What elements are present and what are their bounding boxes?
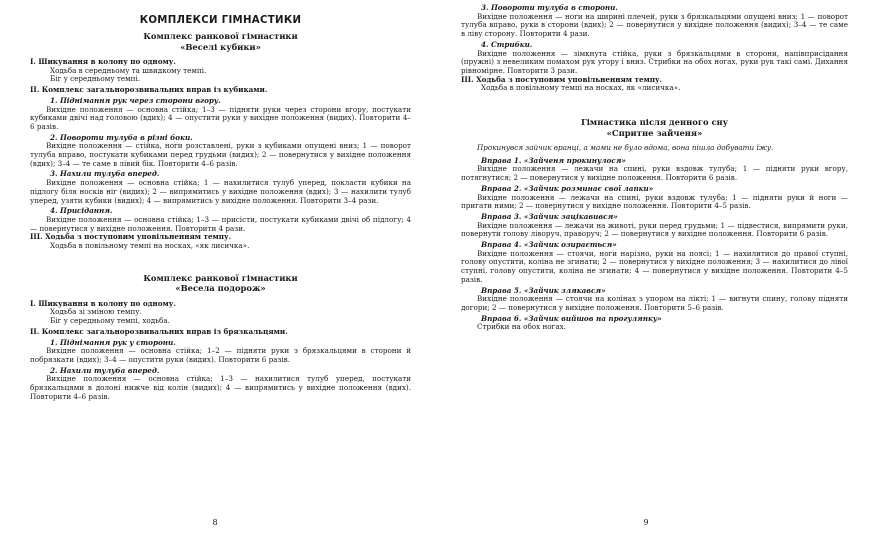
complex3-ex3-text: Вихідне положення — лежачи на животі, руки перед грудьми; 1 — підвестися, випрямити руки, повернути голову ліворуч, праворуч; 2 — повернутися у вихідне положення. Повторити 6 разів. xyxy=(461,220,848,239)
complex3-subtitle: «Спритне зайченя» xyxy=(606,127,703,138)
complex2-part3-text: Ходьба в повільному темпі на носках, як «лисичка». xyxy=(481,83,681,93)
complex2-ex1-title: 1. Піднімання рук у сторони. xyxy=(50,337,176,347)
complex1-ex3-text: Вихідне положення — основна стійка; 1 — нахилитися тулуб уперед, покласти кубики на підлогу біля носків ніг (видих); 2 — випрямитись у вихідне положення (вдих); 3 — нахилити тулуб уперед, узяти кубики (видих); 4 — випрямитись у вихідне положення. Повторити 3–4 рази. xyxy=(30,178,411,205)
complex2-ex1-text: Вихідне положення — основна стійка; 1–2 — підняти руки з брязкальцями в сторони й побрязкати (вдих); 3–4 — опустити руки (видих). Повторити 6 разів. xyxy=(30,346,411,364)
complex2-subtitle: «Весела подорож» xyxy=(175,283,266,294)
complex1-ex4-text: Вихідне положення — основна стійка; 1–3 — присісти, постукати кубиками двічі об підлогу; 4 — повернутися у вихідне положення. Повторити 4 рази. xyxy=(30,214,411,233)
complex3-intro: Прокинувся зайчик вранці, а мами не було вдома, вона пішла добувати їжу. xyxy=(477,143,774,153)
complex3-ex5-title: Вправа 5. «Зайчик злякався» xyxy=(481,285,606,295)
complex1-part3-title: III. Ходьба з поступовим уповільненням темпу. xyxy=(30,232,232,242)
complex1-subtitle: «Веселі кубики» xyxy=(180,41,261,52)
complex2-ex2-title: 2. Нахили тулуба вперед. xyxy=(50,365,160,375)
complex1-ex2-title: 2. Повороти тулуба в різні боки. xyxy=(50,132,193,142)
complex1-ex1-text: Вихідне положення — основна стійка; 1–3 — підняти руки через сторони вгору, постукати кубиками двічі над головою (вдих); 4 — опустити руки у вихідне положення (видих). Повторити 4–6 разів. xyxy=(30,104,411,131)
complex2-part1-line: Біг у середньому темпі, ходьба. xyxy=(50,316,170,326)
complex3-ex2-text: Вихідне положення — лежачи на спині, руки вздовж тулуба; 1 — підняти руки й ноги — пригати ними; 2 — повернутися у вихідне положення. Повторити 4–5 разів. xyxy=(461,192,848,211)
complex1-ex1-title: 1. Піднімання рук через сторони вгору. xyxy=(50,95,221,105)
complex2-ex4-text: Вихідне положення — зімкнута стійка, руки з брязкальцями в сторони, напівприсідання (пружні) з невеликим помахом рук угору і вниз. Стрибки на обох ногах, руки рук такі самі. Дихання рівномірне. Повторити 3 рази. xyxy=(461,48,848,75)
complex1-part2-title: II. Комплекс загальнорозвивальних вправ із кубиками. xyxy=(30,85,268,95)
complex2-title: Комплекс ранкової гімнастики xyxy=(143,272,298,283)
complex1-part1-line: Ходьба в середньому та швидкому темпі. xyxy=(50,65,207,75)
complex3-ex1-text: Вихідне положення — лежачи на спині, руки вздовж тулуба; 1 — підняти руки вгору, потягнутися; 2 — повернутися у вихідне положення. Повторити 6 разів. xyxy=(461,164,848,183)
complex1-part1-line: Біг у середньому темпі. xyxy=(50,74,141,84)
complex3-ex6-text: Стрибки на обох ногах. xyxy=(477,322,566,332)
complex3-ex4-text: Вихідне положення — стоячи, ноги нарізно, руки на поясі; 1 — нахилитися до правої ступні, голову опустити, коліна не згинати; 2 — повернутися у вихідне положення; 3 — нахилитися до лівої ступні, голову опустити, коліна не згинати; 4 — повернутися у вихідне положення. Повторити 4–5 разів. xyxy=(461,248,848,284)
complex3-ex5-text: Вихідне положення — стоячи на колінах з упором на лікті; 1 — вигнути спину, голову підняти догори; 2 — повернутися у вихідне положення. Повторити 5–6 разів. xyxy=(461,294,848,312)
complex2-part3-title: III. Ходьба з поступовим уповільненням темпу. xyxy=(461,74,663,84)
complex3-ex1-title: Вправа 1. «Зайченя прокинулося» xyxy=(481,155,626,165)
complex1-ex2-text: Вихідне положення — стійка, ноги розставлені, руки з кубиками опущені вниз; 1 — поворот тулуба вправо, постукати кубиками перед грудьми (видих); 2 — повернутися у вихідне положення (вдих); 3–4 — те саме в лівий бік. Повторити 4–6 разів. xyxy=(30,141,411,168)
complex2-part1-title: I. Шикування в колону по одному. xyxy=(30,298,176,308)
complex2-part2-title: II. Комплекс загальнорозвивальних вправ із брязкальцями. xyxy=(30,326,288,336)
complex1-part1-title: I. Шикування в колону по одному. xyxy=(30,57,176,66)
complex3-title: Гімнастика після денного сну xyxy=(580,117,729,128)
page-number: 9 xyxy=(643,518,649,527)
complex2-ex3-text: Вихідне положення — ноги на ширині плечей, руки з брязкальцями опущені вниз; 1 — поворот тулуба вправо, руки в сторони (вдих); 2 — повернутися у вихідне положення (видих); 3–4 — те саме в ліву сторону. Повторити 4 рази. xyxy=(461,11,848,39)
page-number: 8 xyxy=(212,518,218,527)
main-title: КОМПЛЕКСИ ГІМНАСТИКИ xyxy=(139,15,302,26)
complex2-ex2-text: Вихідне положення — основна стійка; 1–3 — нахилитися тулуб уперед, постукати брязкальцями в долоні нижче від колін (видих); 4 — випрямитись у вихідне положення (вдих). Повторити 4–6 разів. xyxy=(30,374,411,401)
complex3-ex4-title: Вправа 4. «Зайчик озирається» xyxy=(481,240,617,250)
complex1-ex4-title: 4. Присідання. xyxy=(50,206,113,216)
complex1-ex3-title: 3. Нахили тулуба вперед. xyxy=(50,169,160,179)
right-page xyxy=(435,0,870,552)
complex3-ex2-title: Вправа 2. «Зайчик розминає свої лапки» xyxy=(481,183,654,193)
complex2-ex3-title: 3. Повороти тулуба в сторони. xyxy=(481,3,618,12)
complex3-ex3-title: Вправа 3. «Зайчик зацікавився» xyxy=(481,211,618,221)
complex1-part3-text: Ходьба в повільному темпі на носках, «як лисичка». xyxy=(50,241,250,251)
complex2-part1-line: Ходьба зі зміною темпу. xyxy=(50,307,142,317)
complex2-ex4-title: 4. Стрибки. xyxy=(481,39,533,49)
complex1-title: Комплекс ранкової гімнастики xyxy=(143,31,298,41)
complex3-ex6-title: Вправа 6. «Зайчик вийшов на прогулянку» xyxy=(481,313,662,323)
